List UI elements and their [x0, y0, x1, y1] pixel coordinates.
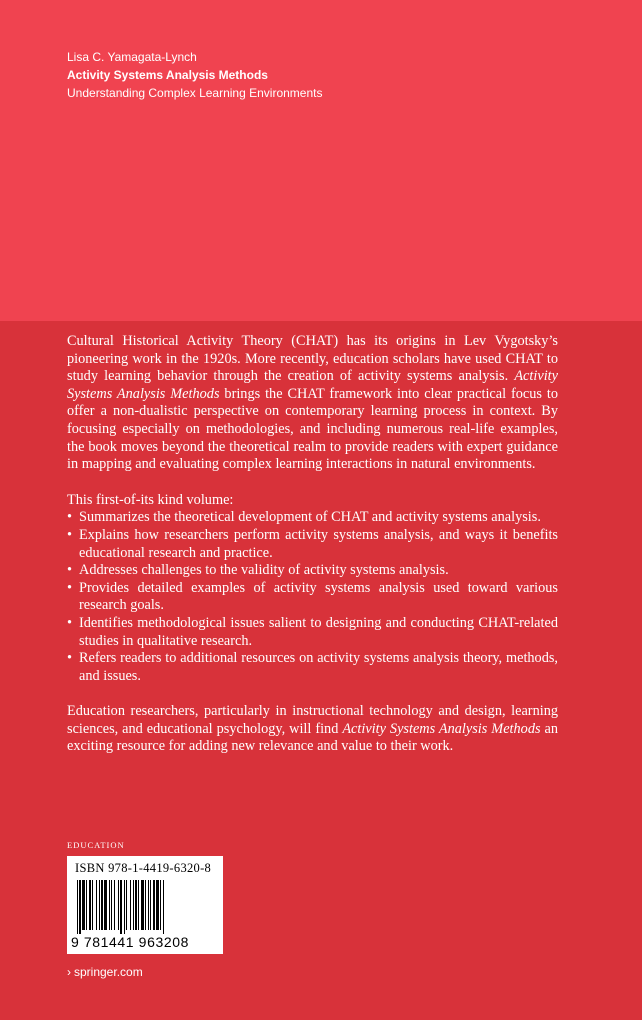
list-intro: This first-of-its kind volume: — [67, 491, 234, 508]
bullet-icon: • — [67, 509, 73, 526]
feature-list — [67, 509, 558, 685]
paragraph-intro-part1: Cultural Historical Activity Theory (CHAT) has its origins in Lev Vygotsky’s pioneering work in the 1920s. More recently, education scholars have used CHAT to study learning behavior through the creation of activity systems analysis. — [67, 333, 558, 385]
list-item — [67, 509, 558, 527]
list-item — [67, 527, 558, 562]
chevron-right-icon: › — [67, 965, 71, 979]
paragraph-intro-title: Activity Systems Analysis Methods — [67, 368, 558, 402]
publisher-link[interactable] — [67, 964, 143, 980]
list-item-text: Provides detailed examples of activity systems analysis used toward various research goals. — [79, 579, 558, 614]
bullet-icon: • — [67, 526, 73, 543]
list-item — [67, 580, 558, 615]
bullet-icon: • — [67, 562, 73, 579]
isbn-text: ISBN 978-1-4419-6320-8 — [75, 861, 212, 875]
bullet-icon: • — [67, 614, 73, 631]
paragraph-closing-part1: Education researchers, particularly in instructional technology and design, learning sciences, and educational psychology, will find — [67, 703, 558, 737]
paragraph-intro-part2: brings the CHAT framework into clear practical focus to offer a non-dualistic perspective on contemporary learning process in context. By focusing especially on methodologies, and including numerous real-life examples, the book moves beyond the theoretical realm to provide readers with expert guidance in mapping and evaluating complex learning interactions in natural environments. — [67, 385, 558, 473]
list-item — [67, 650, 558, 685]
barcode-icon — [75, 880, 215, 934]
paragraph-closing — [67, 703, 558, 756]
list-item-text: Identifies methodological issues salient to designing and conducting CHAT-related studies in qualitative research. — [79, 614, 558, 649]
bullet-icon: • — [67, 650, 73, 667]
list-item-text: Addresses challenges to the validity of activity systems analysis. — [79, 562, 449, 579]
book-subtitle: Understanding Complex Learning Environments — [67, 86, 323, 100]
category-label: EDUCATION — [67, 840, 125, 850]
paragraph-closing-title: Activity Systems Analysis Methods — [342, 720, 541, 737]
list-item — [67, 562, 558, 580]
barcode-digits: 9 781441 963208 — [71, 934, 189, 950]
publisher-url: springer.com — [74, 965, 143, 979]
author-name: Lisa C. Yamagata-Lynch — [67, 50, 197, 64]
book-title: Activity Systems Analysis Methods — [67, 68, 268, 82]
list-item-text: Explains how researchers perform activity systems analysis, and ways it benefits educational research and practice. — [79, 526, 558, 561]
paragraph-closing-part2: an exciting resource for adding new relevance and value to their work. — [67, 720, 558, 755]
list-item — [67, 615, 558, 650]
list-item-text: Refers readers to additional resources on activity systems analysis theory, methods, and issues. — [79, 650, 558, 684]
paragraph-intro — [67, 333, 558, 474]
blurb-text — [67, 333, 558, 756]
barcode-box — [67, 856, 223, 954]
bullet-icon: • — [67, 579, 73, 596]
header-block — [67, 48, 567, 102]
list-item-text: Summarizes the theoretical development of CHAT and activity systems analysis. — [79, 509, 541, 526]
